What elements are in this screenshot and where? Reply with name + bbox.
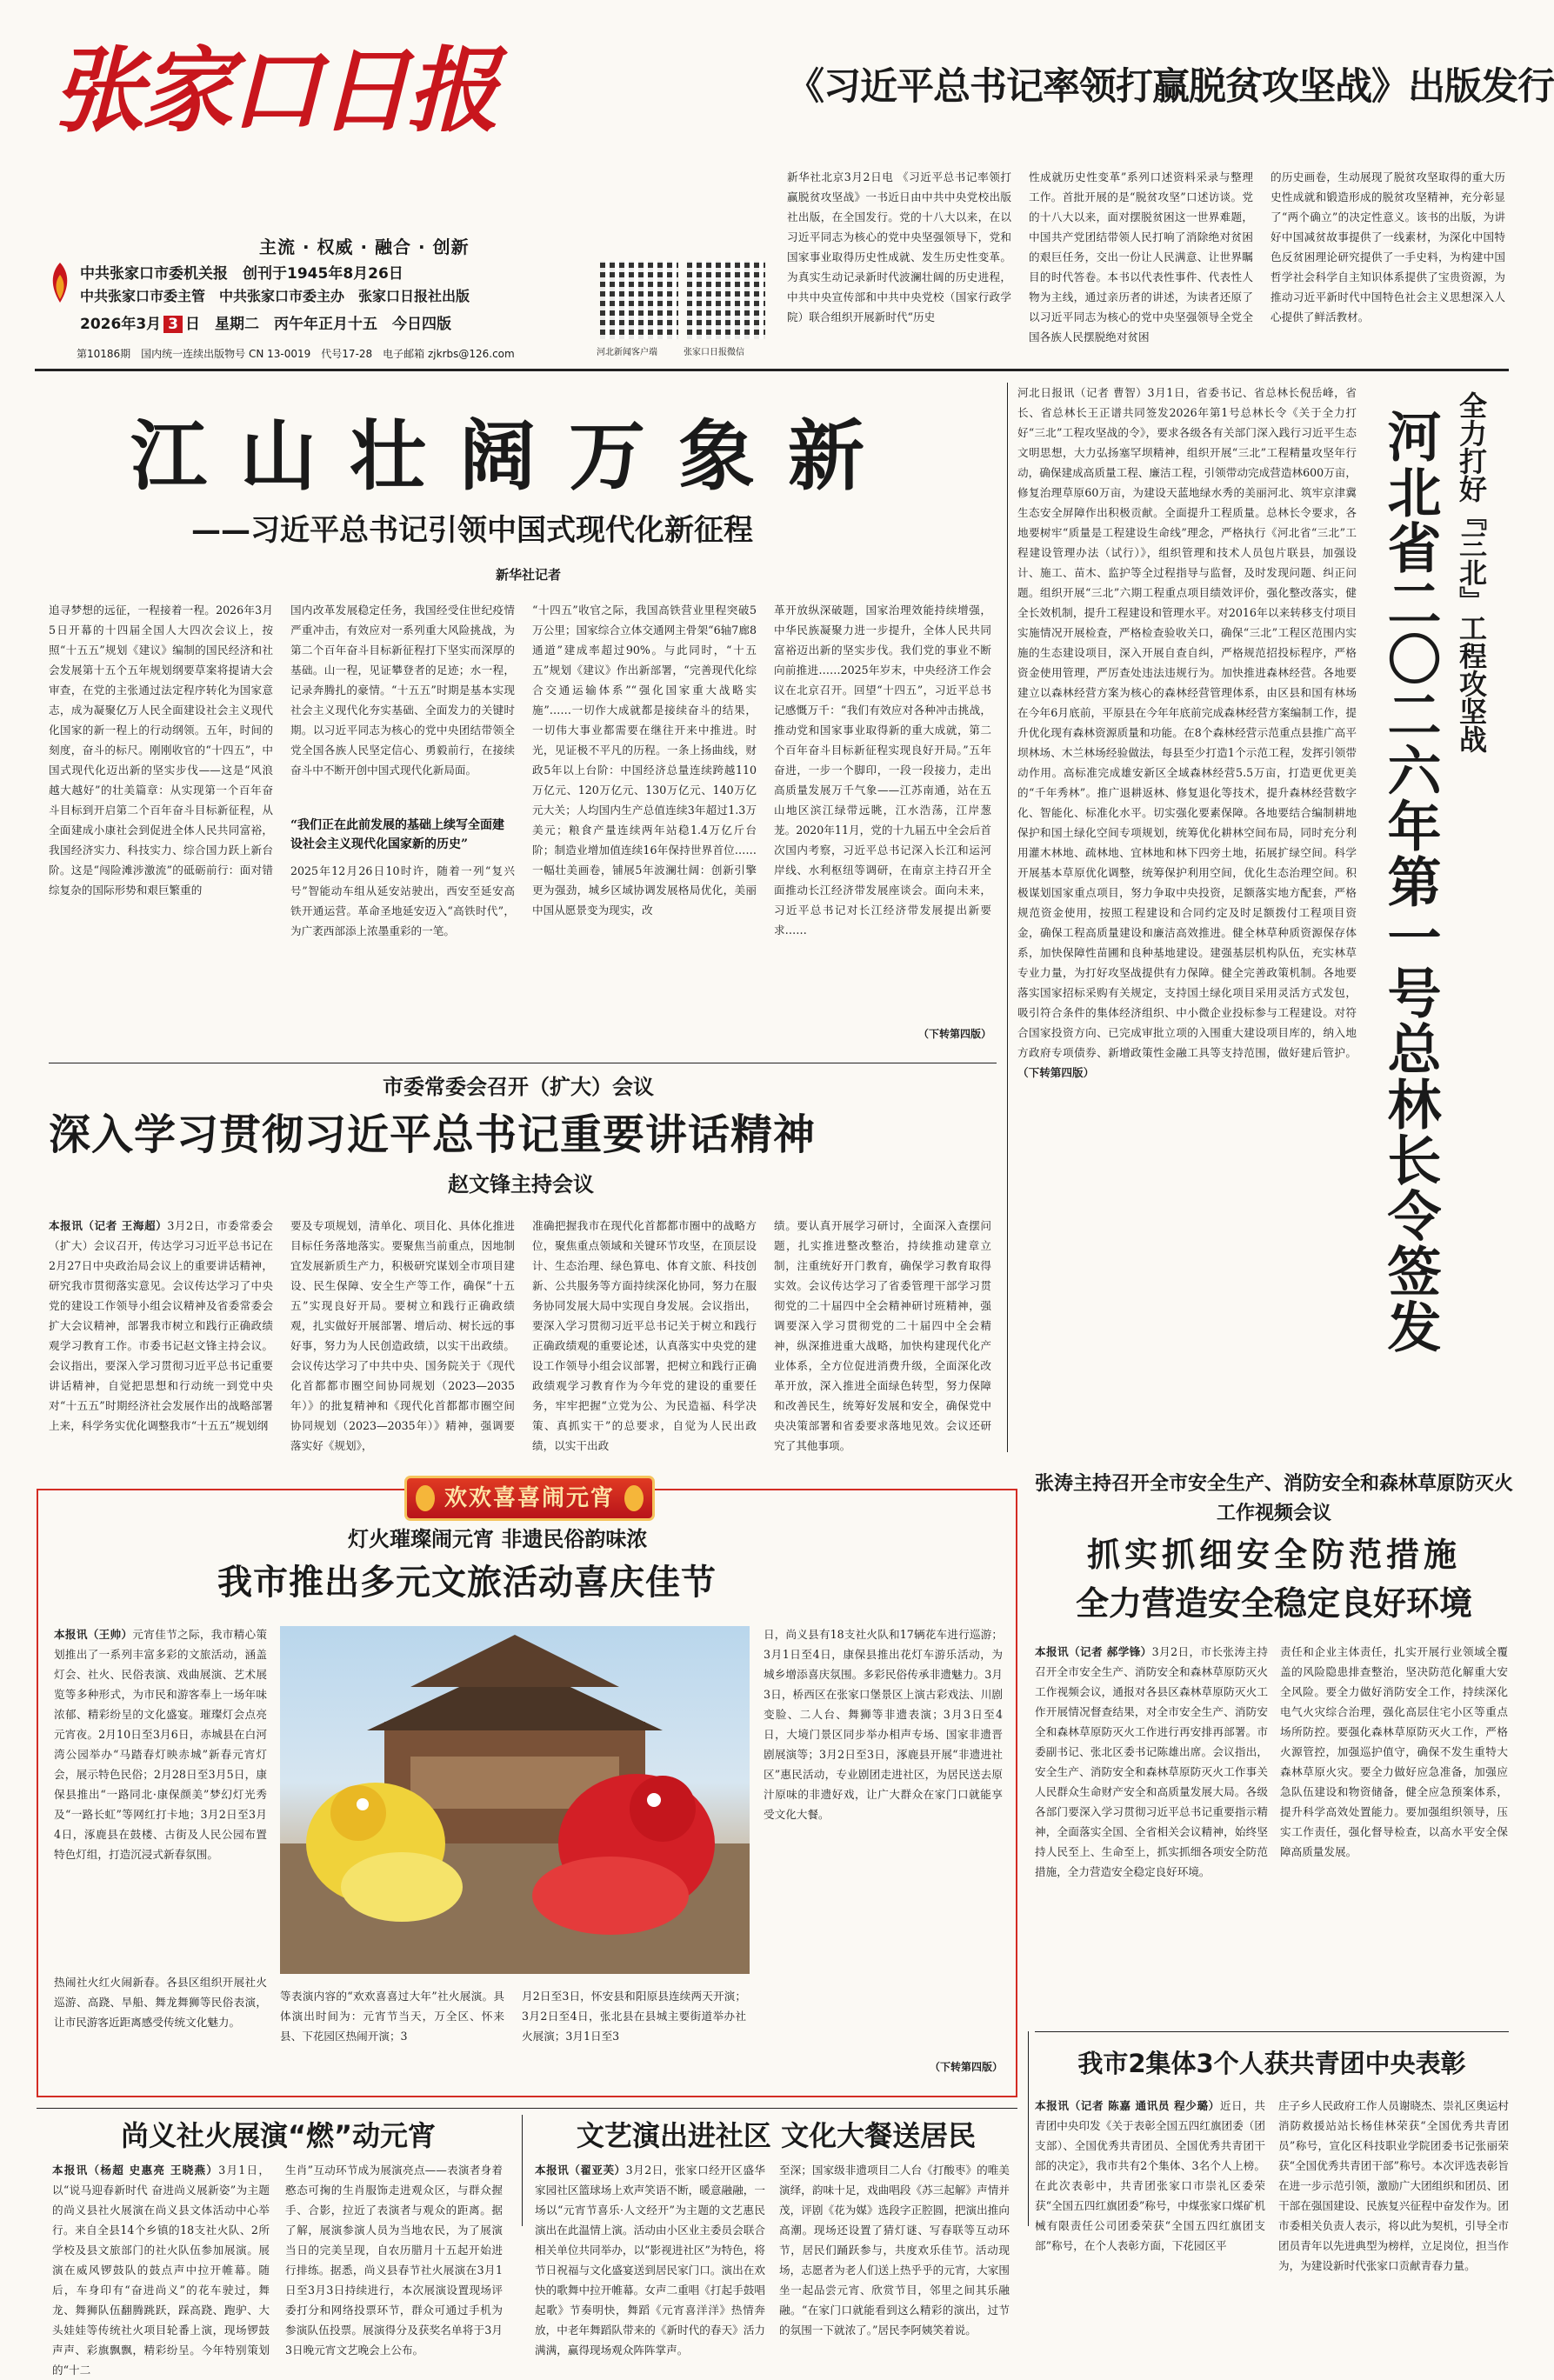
lion-dance-illustration: [280, 1626, 750, 1974]
feature-col-1: 追寻梦想的远征，一程接着一程。2026年3月5日开幕的十四届全国人大四次会议上，按照“十五五”规划《建议》编制的国民经济和社会发展第十五个五年规划纲要草案将提请大会审查，在党的主张通过法定程序转化为国家意志，成为凝聚亿万人民全面建设社会主义现代化国家的新一程上的行动纲领。五年，时间的刻度，奋斗的标尺。刚刚收官的“十四五”，中国式现代化迈出新的坚实步伐——这是“风浪越大越好”的壮美篇章：从实现第一个百年奋斗目标到开启第二个百年奋斗目标新征程，从全面建成小康社会到促进全体人民共同富裕，我国经济实力、科技实力、综合国力跃上新台阶。这是“闯险滩涉激流”的砥砺前行：面对错综复杂的国际形势和艰巨繁重的: [49, 603, 273, 897]
masthead-divider: [35, 369, 1509, 371]
festival-byline: 本报讯（王帅）: [54, 1628, 133, 1641]
org-line-2: 中共张家口市委主管 中共张家口市委主办 张家口日报社出版: [80, 288, 470, 304]
story-c-rule: [1035, 2031, 1509, 2032]
side-story-col: 河北日报讯（记者 曹智）3月1日，省委书记、省总林长倪岳峰，省长、省总林长王正谱共同签发2026年第1号总林长令《关于全力打好“三北”工程攻坚战的令》，要求各级各有关部门深入践行习近平生态文明思想，大力弘扬塞罕坝精神，组织开展“三北”工程精量攻坚年行动，确保建成高质量工程、廉洁工程，引领带动完成营造林600万亩，修复治理草原60万亩，为建设天蓝地绿水秀的美丽河北、筑牢京津冀生态安全屏障作出积极贡献。全面提升工程质量。总林长令要求，各地要树牢“质量是工程建设生命线”理念，严格执行《河北省“三北”工程建设管理办法（试行）》，组织管理和技术人员包片联县，加强设计、施工、苗木、监护等全过程指导与监督，及时发现问题、纠正问题。组织开展“三北”六期工程重点项目绩效评价，强化整改落实，健全长效机制，提升工程建设和管理水平。对2016年以来转移支付项目实施情况开展检查，严格检查验收关口，确保“三北”工程区范围内实施的生态建设项目，深入开展自查自纠，严格规范招投标程序，严格资金使用管理，严厉查处违法违规行为。加快推进森林经营。各地要建立以森林经营方案为核心的森林经营管理体系，由区县和国有林场在今年6月底前，平原县在今年年底前完成森林经营方案编制工作，提升优化现有森林资源质量和功能。在8个森林经营示范重点县推广高平坝林场、木兰林场经验做法，每县至少打造1个示范工程，发挥引领带动作用。高标准完成雄安新区全域森林经营5.5万亩，打造更优更美的“千年秀林”。推广退耕返林、修复退化等技术，提升森林经营数字化、智能化、标准化水平。切实强化要素保障。各地要结合编制耕地保护和国土绿化空间专项规划，统筹优化耕林空间布局，同时充分利用灌木林地、疏林地、宜林地和林下四旁土地，拓展扩绿空间。科学开展基本草原优化调整，统筹保护利用空间，优化生态治理空间。积极谋划国家重点项目，努力争取中央投资，足额落实地方配套，严格规范资金使用，按照工程建设和合同约定及时足额拨付工程项目资金，确保工程高质量建设和廉洁高效推进。健全林草种质资源保存体系，加快保障性苗圃和良种基地建设。建强基层机构队伍，充实林草专业力量，为打好攻坚战提供有力保障。健全完善政策机制。各地要落实国家招标采购有关规定，支持国土绿化项目采用灵活方式发包，吸引符合条件的集体经济组织、中小微企业投标参与工程建设。对符合国家投资方向、已完成审批立项的入围重大建设项目库的，纳入地方政府专项债券、新增政策性金融工具等支持范围，做好建后管护。（下转第四版）: [1017, 386, 1357, 1079]
safety-headline-2[interactable]: 全力营造安全稳定良好环境: [1075, 1584, 1472, 1623]
qr-label-1: 河北新闻客户端: [597, 348, 657, 357]
masthead-logo[interactable]: 张家口日报: [52, 36, 496, 144]
festival-turn[interactable]: （下转第四版）: [929, 2061, 1003, 2073]
standing-byline: 本报讯（记者 王海超）: [49, 1219, 168, 1232]
feature-headline[interactable]: 江山壮阔万象新: [130, 411, 898, 501]
org-line-1: 中共张家口市委机关报 创刊于1945年8月26日: [80, 265, 404, 283]
side-story-kicker: 全力打好『三北』工程攻坚战: [1455, 391, 1488, 753]
feature-col-2b: 2025年12月26日10时许，随着一列“复兴号”智能动车组从延安站驶出，西安至延安高铁开通运营。革命圣地延安迈入“高铁时代”，为广袤西部添上浓墨重彩的一笔。: [290, 864, 515, 937]
bottom-divider: [37, 2108, 1017, 2109]
story-b-col-1: 3月2日，张家口经开区盛华家园社区篮球场上欢声笑语不断，暖意融融，一场以“元宵节喜乐·人文经开”为主题的文艺惠民演出在此温情上演。活动由小区业主委员会联合相关单位共同举办，以“影视进社区”为特色，将节日祝福与文化盛宴送到居民家门口。演出在欢快的歌舞中拉开帷幕。女声二重唱《打起手鼓唱起歌》节奏明快，舞蹈《元宵喜洋洋》热情奔放，中老年舞蹈队带来的《新时代的春天》活力满满，赢得现场观众阵阵掌声。: [535, 2163, 765, 2357]
standing-kicker: 市委常委会召开（扩大）会议: [383, 1075, 654, 1099]
festival-col-3: 日，尚义县有18支社火队和17辆花车进行巡游；3月1日至4日，康保县推出花灯车游乐活动，为城乡增添喜庆氛围。多彩民俗传承非遗魅力。3月3日，桥西区在张家口堡景区上演古彩戏法、川剧变脸、二人台、舞狮等非遗表演；3月3日至4日，大境门景区同步举办相声专场、国家非遗晋剧展演等；3月2日至3日，涿鹿县开展“非遗进社区”惠民活动，专业剧团走进社区，为居民送去原汁原味的非遗好戏，让广大群众在家门口就能享受文化大餐。: [764, 1628, 1003, 1821]
festival-col-3b: 月2日至3日，怀安县和阳原县连续两天开演；3月2日至4日，张北县在县城主要街道举办社火展演；3月1日至3: [522, 1990, 746, 2043]
feature-subhead: ——习近平总书记引领中国式现代化新征程: [191, 513, 753, 548]
feature-col-4-wrap: [774, 600, 991, 1052]
feature-col-4: 革开放纵深破题，国家治理效能持续增强，中华民族凝聚力进一步提升，全体人民共同富裕迈出新的坚实步伐。我们党的事业不断向前推进……2025年岁末，中央经济工作会议在北京召开。回望“十四五”，习近平总书记感慨万千：“我们有效应对各种冲击挑战，推动党和国家事业取得新的重大成就，第二个百年奋斗目标新征程实现良好开局。”五年奋进，一步一个脚印，一段一段接力，走出高质量发展万千气象——江苏南通，站在五山地区滨江绿带远眺，江水浩荡，江岸葱茏。2020年11月，党的十九届五中全会后首次国内考察，习近平总书记深入长江和运河岸线、水利枢纽等调研，在南京主持召开全面推动长江经济带发展座谈会。面向未来，习近平总书记对长江经济带发展提出新要求……: [774, 603, 991, 937]
standing-col-1-wrap: [49, 1216, 273, 1477]
logo-flame-icon: [49, 261, 71, 304]
bottom-vrule-1: [522, 2115, 523, 2226]
festival-col-1-wrap: [54, 1624, 267, 2085]
safety-col-2: 责任和企业主体责任，扎实开展行业领域全覆盖的风险隐患排查整治，坚决防范化解重大安全风险。要全力做好消防安全工作，持续深化电气火灾综合治理，强化高层住宅小区等重点场所防控。要强化森林草原防灭火工作，严格火源管控，加强巡护值守，确保不发生重特大森林草原火灾。要全力做好应急准备，加强应急队伍建设和物资储备，健全应急预案体系，提升科学高效处置能力。要加强组织领导，压实工作责任，强化督导检查，以高水平安全保障高质量发展。: [1280, 1645, 1508, 1858]
founded-date: 创刊于1945年8月26日: [243, 265, 404, 283]
top-story-col-1: 新华社北京3月2日电 《习近平总书记率领打赢脱贫攻坚战》一书近日由中共中央党校出版社出版，在全国发行。党的十八大以来，在以习近平同志为核心的党中央坚强领导下，党和国家事业取得历史性成就、发生历史性变革。为真实生动记录新时代波澜壮阔的历史进程，中共中央宣传部和中共中央党校（国家行政学院）联合组织开展新时代“历史: [787, 170, 1011, 323]
story-c-col-2: 庄子乡人民政府工作人员谢晓杰、崇礼区奥运村消防救援站站长杨佳林荣获“全国优秀共青团员”称号，宣化区科技职业学院团委书记张丽荣获“全国优秀共青团干部”称号。本次评选表彰旨在进一步示范引领，激励广大团组织和团员、团干部在强国建设、民族复兴征程中奋发作为。团市委相关负责人表示，将以此为契机，引导全市团员青年以先进典型为榜样，立足岗位，担当作为，为建设新时代张家口贡献青春力量。: [1278, 2099, 1509, 2272]
feature-quote: “我们正在此前发展的基础上续写全面建设社会主义现代化国家新的历史”: [290, 818, 505, 851]
story-c-byline: 本报讯（记者 陈嘉 通讯员 程少璐）: [1035, 2099, 1220, 2112]
safety-col-1-wrap: [1035, 1642, 1268, 2024]
top-story-col-3: 的历史画卷，生动展现了脱贫攻坚取得的重大历史性成就和锻造形成的脱贫攻坚精神，充分彰显了“两个确立”的决定性意义。该书的出版，为讲好中国减贫故事提供了一线素材，为深化中国特色反贫困理论研究提供了一手史料，为构建中国哲学社会科学自主知识体系提供了宝贵资源，为推动习近平新时代中国特色社会主义思想深入人心提供了鲜活教材。: [1271, 170, 1505, 323]
story-a-col-1: 3月1日，以“说马迎春新时代 奋进尚义展新姿”为主题的尚义县社火展演在尚义县文体活动中心举行。来自全县14个乡镇的18支社火队、2所学校及县文旅部门的社火队伍参加展演。展演在威风锣鼓队的鼓点声中拉开帷幕。随后，车身印有“奋进尚义”的花车驶过，舞龙、舞狮队伍翻腾跳跃，踩高跷、跑驴、大头娃娃等传统社火项目轮番上演，现场锣鼓声声、彩旗飘飘，精彩纷呈。今年特别策划的“十二: [52, 2163, 270, 2377]
story-c-col-1: 近日，共青团中央印发《关于表彰全国五四红旗团委（团支部）、全国优秀共青团员、全国优秀共青团干部的决定》，我市共有2个集体、3名个人上榜。在此次表彰中，共青团张家口市崇礼区委荣获“全国五四红旗团委”称号，中煤张家口煤矿机械有限责任公司团委荣获“全国五四红旗团支部”称号，在个人表彰方面，下花园区平: [1035, 2099, 1265, 2252]
festival-col-3-wrap: [764, 1624, 1003, 2085]
feature-turn[interactable]: （下转第四版）: [917, 1028, 991, 1040]
feature-col-2: 国内改革发展稳定任务，我国经受住世纪疫情严重冲击，有效应对一系列重大风险挑战，为第二个百年奋斗目标新征程打下坚实而深厚的基础。山一程，见证攀登者的足迹；水一程，记录奔腾扎的豪情。“十五五”时期是基本实现社会主义现代化夯实基础、全面发力的关键时期。以习近平同志为核心的党中央团结带领全党全国各族人民坚定信心、勇毅前行，在接续奋斗中不断开创中国式现代化新局面。: [290, 603, 515, 777]
standing-col-4: 绩。要认真开展学习研讨，全面深入查摆问题，扎实推进整改整治，持续推动建章立制，注重统好开门教育，确保学习教育取得实效。会议传达学习了省委管理干部学习贯彻党的二十届四中全会精神研讨班精神，强调要深入学习贯彻党的二十届四中全会精神，纵深推进重大战略，加快构建现代化产业体系，全方位促进消费升级，全面深化改革开放，深入推进全面绿色转型，努力保障和改善民生，统筹好发展和安全，确保党中央决策部署和省委要求落地见效。会议还研究了其他事项。: [774, 1219, 991, 1452]
masthead-slogan: 主流 · 权威 · 融合 · 创新: [259, 237, 470, 257]
side-story-headline[interactable]: 河北省二〇二六年第一号总林长令签发: [1378, 409, 1442, 1355]
standing-headline[interactable]: 深入学习贯彻习近平总书记重要讲话精神: [49, 1110, 817, 1159]
story-c-headline[interactable]: 我市2集体3个人获共青团中央表彰: [1077, 2049, 1466, 2078]
feature-col-3: “十四五”收官之际，我国高铁营业里程突破5万公里；国家综合立体交通网主骨架“6轴7廊8通道”建成率超过90%。与此同时，“十五五”规划《建议》作出新部署，“完善现代化综合交通运输体系”“强化国家重大战略实施”……一切作大成就都是接续奋斗的结果，一切伟大事业都需要在继往开来中推进。时光，见证极不平凡的历程。一条上扬曲线，财政5年以上台阶：中国经济总量连续跨越110万亿元、120万亿元、130万亿元、140万亿元大关；人均国内生产总值连续3年超过1.3万美元；粮食产量连续两年站稳1.4万亿斤台阶；制造业增加值连续16年保持世界首位……一幅壮美画卷，铺展5年波澜壮阔：创新引擎更为强劲，城乡区域协调发展格局优化，美丽中国从愿景变为现实，改: [532, 603, 757, 917]
bottom-vrule-2: [1028, 2031, 1029, 2226]
festival-banner: 欢欢喜喜闹元宵: [407, 1478, 652, 1518]
qr-label-2: 张家口日报微信: [684, 348, 744, 357]
feature-byline: 新华社记者: [496, 567, 562, 583]
festival-kicker: 灯火璀璨闹元宵 非遗民俗韵味浓: [348, 1527, 648, 1551]
festival-col-1: 元宵佳节之际，我市精心策划推出了一系列丰富多彩的文旅活动，涵盖灯会、社火、民俗表演、戏曲展演、艺术展览等多种形式，为市民和游客奉上一场年味浓郁、精彩纷呈的文化盛宴。璀璨灯会点亮元宵夜。2月10日至3月6日，赤城县在白河湾公园举办“马踏春灯映赤城”新春元宵灯会，展示特色民俗；2月28日至3月5日，康保县推出“一路同北·康保颜美”梦幻灯光秀及“一路长虹”等网红打卡地；3月2日至3月4日，涿鹿县在鼓楼、古街及人民公园布置特色灯组，打造沉浸式新春氛围。: [54, 1628, 268, 1861]
side-story-turn[interactable]: （下转第四版）: [1017, 1066, 1095, 1079]
story-a-byline: 本报讯（杨超 史惠亮 王晓燕）: [52, 2163, 219, 2177]
standing-col-1: 3月2日，市委常委会（扩大）会议召开，传达学习习近平总书记在2月27日中央政治局会议上的重要讲话精神，研究我市贯彻落实意见。会议传达学习了中央党的建设工作领导小组会议精神及省委常委会扩大会议精神，部署我市树立和践行正确政绩观学习教育工作。市委书记赵文锋主持会议。会议指出，要深入学习贯彻习近平总书记重要讲话精神，自觉把思想和行动统一到党中央对“十五五”时期经济社会发展作出的战略部署上来，科学务实优化调整我市“十五五”规划纲: [49, 1219, 273, 1432]
festival-caption: 等表演内容的“欢欢喜喜过大年”社火展演。具体演出时间为：元宵节当天，万全区、怀来县、下花园区热闹开演；3: [280, 1990, 504, 2043]
festival-headline[interactable]: 我市推出多元文旅活动喜庆佳节: [217, 1563, 717, 1603]
story-a-headline[interactable]: 尚义社火展演“燃”动元宵: [120, 2119, 437, 2152]
safety-col-1: 3月2日，市长张涛主持召开全市安全生产、消防安全和森林草原防灭火工作视频会议，通报对各县区森林草原防灭火工作开展情况督查结果，对全市安全生产、消防安全和森林草原防灭火工作进行再安排再部署。市委副书记、张北区委书记陈雄出席。会议指出，安全生产、消防安全和森林草原防灭火工作事关人民群众生命财产安全和高质量发展大局。各级各部门要深入学习贯彻习近平总书记重要指示精神，全面落实全国、全省相关会议精神，始终坚持人民至上、生命至上，抓实抓细各项安全防范措施，全力营造安全稳定良好环境。: [1035, 1645, 1268, 1878]
qr-code-1[interactable]: [600, 261, 678, 339]
standing-subhead: 赵文锋主持会议: [448, 1172, 594, 1197]
qr-code-2[interactable]: [687, 261, 765, 339]
lantern-icon: [624, 1485, 644, 1511]
feature-col-2-wrap: [290, 600, 515, 1052]
standing-col-2: 要及专项规划，清单化、项目化、具体化推进目标任务落地落实。要聚焦当前重点，因地制宜发展新质生产力，积极研究谋划全市项目建设、民生保障、安全生产等工作，确保“十五五”实现良好开局。要树立和践行正确政绩观，扎实做好开展部署、增后动、树长远的事好事，努力为人民创造政绩，以实干出政绩。会议传达学习了中共中央、国务院关于《现代化首都都市圈空间协同规划（2023—2035年）》的批复精神和《现代化首都都市圈空间协同规划（2023—2035年）》精神，强调要落实好《规划》，: [290, 1219, 515, 1452]
story-b-headline[interactable]: 文艺演出进社区 文化大餐送居民: [576, 2119, 977, 2152]
date-day-box: 3: [163, 316, 183, 333]
safety-headline-1[interactable]: 抓实抓细安全防范措施: [1086, 1536, 1461, 1574]
story-b-col-2: 至深；国家级非遗项目二人台《打酸枣》的唯美演绎，韵味十足，戏曲唱段《苏三起解》声情并茂，评剧《花为媒》选段字正腔圆，把演出推向高潮。现场还设置了猜灯谜、写春联等互动环节，居民们踊跃参与，共度欢乐佳节。活动现场，志愿者为老人们送上热乎乎的元宵，大家围坐一起品尝元宵、欣赏节目，邻里之间其乐融融。“在家门口就能看到这么精彩的演出，过节的氛围一下就浓了。”居民李阿姨笑着说。: [779, 2163, 1010, 2337]
story-b-col-1-wrap: [535, 2160, 765, 2357]
festival-col-1b: 热闹社火红火闹新春。各县区组织开展社火巡游、高跷、旱船、舞龙舞狮等民俗表演，让市民游客近距离感受传统文化魅力。: [54, 1976, 267, 2029]
story-b-byline: 本报讯（翟亚芙）: [535, 2163, 626, 2177]
standing-col-3: 准确把握我市在现代化首都都市圈中的战略方位，聚焦重点领域和关键环节攻坚，在顶层设计、生态治理、绿色算电、体育文旅、科技创新、公共服务等方面持续深化协同，努力在服务协同发展大局中实现自身发展。会议指出，要深入学习贯彻习近平总书记关于树立和践行正确政绩观的重要论述，认真落实中央党的建设工作领导小组会议部署，把树立和践行正确政绩观学习教育作为今年党的建设的重要任务，牢牢把握“立党为公、为民造福、科学决策、真抓实干”的总要求，自觉为人民出政绩，以实干出政: [532, 1219, 757, 1452]
issue-line: 第10186期 国内统一连续出版物号 CN 13-0019 代号17-28 电子邮箱 zjkrbs@126.com: [77, 348, 515, 360]
story-a-col-1-wrap: [52, 2160, 270, 2377]
story-a-col-2: 生肖”互动环节成为展演亮点——表演者身着憨态可掬的生肖服饰走进观众区，与群众握手、合影，拉近了表演者与观众的距离。据了解，展演参演人员为当地农民，为了展演当日的完美呈现，自农历腊月十五起开始进行排练。据悉，尚义县春节社火展演在3月1日至3月3日持续进行，本次展演设置现场评委打分和网络投票环节，群众可通过手机为参演队伍投票。展演得分及获奖名单将于3月3日晚元宵文艺晚会上公布。: [285, 2163, 503, 2357]
top-story-col-2: 性成就历史性变革”系列口述资料采录与整理工作。首批开展的是“脱贫攻坚”口述访谈。党的十八大以来，面对摆脱贫困这一世界难题，中国共产党团结带领人民打响了消除绝对贫困的艰巨任务，交出一份让人民满意、让世界瞩目的时代答卷。本书以代表性事件、代表性人物为主线，通过亲历者的讲述，为读者还原了以习近平同志为核心的党中央坚强领导全党全国各族人民摆脱绝对贫困: [1029, 170, 1253, 343]
story-c-col-1-wrap: [1035, 2096, 1265, 2252]
issue-date: 2026年3月 3 日 星期二 丙午年正月十五 今日四版: [80, 316, 451, 333]
lantern-icon: [416, 1485, 435, 1511]
festival-photo[interactable]: [280, 1626, 750, 1974]
side-story-vrule: [1007, 383, 1008, 1452]
safety-kicker: 张涛主持召开全市安全生产、消防安全和森林草原防灭火工作视频会议: [1034, 1473, 1513, 1524]
top-story-headline[interactable]: 《习近平总书记率领打赢脱贫攻坚战》出版发行: [787, 65, 1554, 109]
safety-byline: 本报讯（记者 郝学锋）: [1035, 1645, 1152, 1658]
